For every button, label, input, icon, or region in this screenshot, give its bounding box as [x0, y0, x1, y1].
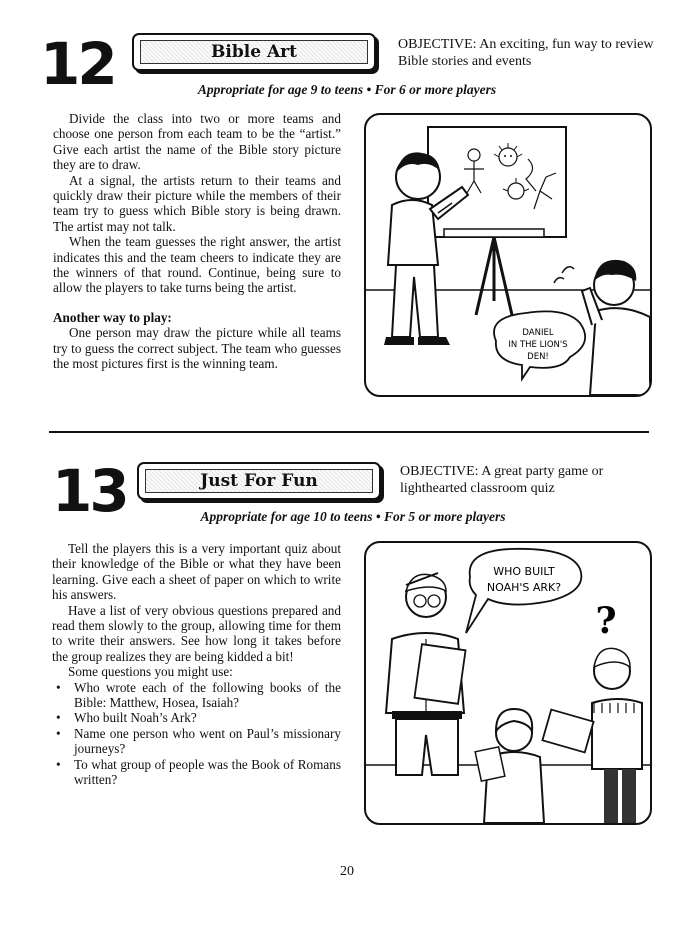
paragraph: Some questions you might use:: [68, 664, 233, 680]
paragraph: Tell the players this is a very important quiz about their knowledge of the Bible or what they have been learning. Give each a sheet of paper on which to write his answers.: [52, 541, 341, 603]
list-item: • Name one person who went on Paul’s missionary journeys?: [52, 726, 341, 757]
game-title-box: [137, 462, 381, 500]
game-objective: OBJECTIVE: A great party game or lighthearted classroom quiz: [400, 464, 604, 496]
game-title-box: [132, 33, 376, 71]
list-item: • Who built Noah’s Ark?: [52, 710, 341, 725]
another-way-heading: Another way to play:: [53, 309, 172, 325]
game-subtitle: Appropriate for age 10 to teens • For 5 or more players: [200, 509, 506, 524]
game-subtitle: Appropriate for age 9 to teens • For 6 or more players: [197, 82, 497, 97]
speech-bubble-line: DANIEL: [522, 328, 554, 338]
game-title: Bible Art: [140, 40, 368, 64]
game-number: 13: [52, 457, 127, 525]
artist-cartoon: [366, 115, 650, 395]
speech-bubble-line: NOAH'S ARK?: [486, 581, 562, 594]
question-mark-icon: ?: [595, 600, 617, 642]
list-item: • Who wrote each of the following books of the Bible: Matthew, Hosea, Isaiah?: [52, 680, 341, 711]
game-number: 12: [40, 30, 115, 98]
paragraph: At a signal, the artists return to their teams and quickly draw their picture while the members of their team try to guess which Bible story is being drawn. The artist may not talk.: [53, 172, 341, 234]
speech-bubble-line: IN THE LION'S: [508, 340, 568, 350]
speech-bubble-line: DEN!: [527, 352, 549, 362]
question-list: [52, 680, 341, 788]
paragraph: One person may draw the picture while all teams try to guess the correct subject. The team who guesses the most pictures first is the winning team.: [53, 325, 341, 372]
game-objective: OBJECTIVE: An exciting, fun way to review Bible stories and events: [398, 37, 654, 69]
paragraph: Divide the class into two or more teams and choose one person from each team to be the “artist.” Give each artist the name of the Bible story picture they are to draw.: [53, 111, 341, 173]
section-divider: [49, 431, 649, 433]
quiz-cartoon: [366, 543, 650, 823]
illustration-drawing-game: [364, 113, 652, 397]
game-instructions: [53, 111, 341, 372]
game-instructions: [52, 541, 341, 788]
list-item: • To what group of people was the Book of Romans written?: [52, 757, 341, 788]
speech-bubble-line: WHO BUILT: [493, 565, 555, 578]
page-number: 20: [340, 864, 354, 879]
illustration-quiz: [364, 541, 652, 825]
paragraph: When the team guesses the right answer, the artist indicates this and the team cheers to indicate they are the winners of that round. Continue, being sure to allow the players to take turns being the artist.: [53, 234, 341, 296]
paragraph: Have a list of very obvious questions prepared and read them slowly to the group, allowing time for them to write their answers. See how long it takes before the group realizes they are being kidded a bit!: [52, 602, 341, 664]
game-title: Just For Fun: [145, 469, 373, 493]
